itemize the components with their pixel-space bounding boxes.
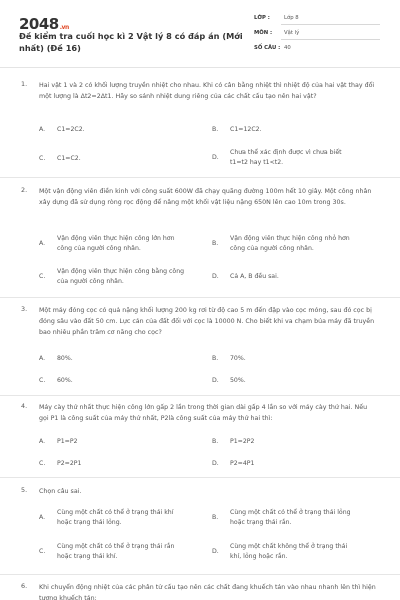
question-number: 1. — [21, 80, 28, 88]
subject-label: MÔN : — [254, 30, 273, 36]
count-value: 40 — [284, 45, 291, 51]
question-text: Máy cày thứ nhất thực hiện công lớn gấp 2 lần trong thời gian dài gấp 4 lần so với máy cày thứ hai. Nếu gọi P1 là công suất của máy thứ nhất, P2là công suất của máy thứ hai thì: — [39, 404, 368, 422]
grade-label: LỚP : — [254, 15, 270, 21]
exam-title: Đề kiểm tra cuối học kì 2 Vật lý 8 có đáp án (Mới nhất) (Đề 16) — [19, 31, 243, 53]
question-text: Một vận động viên điền kinh với công suất 600W đã chạy quãng đường 100m hết 10 giây. Một công nhân xây dựng đã sử dụng ròng rọc động để nâng một khối vật liệu nặng 650N lên cao 10m trong 30s. — [39, 188, 372, 206]
site-logo[interactable]: 2048.vn — [19, 15, 69, 33]
question-number: 5. — [21, 486, 28, 494]
count-label: SỐ CÂU : — [254, 45, 281, 51]
question-number: 6. — [21, 582, 28, 590]
grade-value: Lớp 8 — [284, 15, 299, 21]
question-number: 4. — [21, 402, 28, 410]
header-divider — [0, 67, 400, 68]
question-number: 2. — [21, 186, 28, 194]
question-number: 3. — [21, 305, 28, 313]
question-text: Chọn câu sai. — [39, 488, 82, 495]
question-text: Hai vật 1 và 2 có khối lượng truyền nhiệt cho nhau. Khi có cân bằng nhiệt thì nhiệt độ của hai vật thay đổi một lượng là Δt2=2Δt1. Hãy so sánh nhiệt dung riêng của các chất cấu tạo nên hai vật? — [39, 82, 375, 100]
exam-page: 2048.vn Đề kiểm tra cuối học kì 2 Vật lý 8 có đáp án (Mới nhất) (Đề 16) LỚP : Lớp 8 MÔN : Vật lý SỐ CÂU : 40 1. Hai vật 1 và 2 có khối lượng truyền nhiệt cho nhau. Khi có cân bằng nhiệt thì nhiệt độ của hai vật thay đổi một lượng là Δt2=2Δt1. Hãy so sánh nhiệt dung riêng của các chất cấu tạo nên hai vật? A. C1=2C2. B. C1=12C2. C. C1=C2. D. Chưa thể xác định được vì chưa biết t1=t2 hay t1<t2. 2. Một vận động viên điền kinh với công suất 600W đã chạy quãng đường 100m hết 10 giây. Một công nhân xây dựng đã sử dụng ròng rọc động để nâng một khối vật liệu nặng 650N lên cao 10m trong 30s. A. Vận động viên thực hiện công lớn hơn công của người công nhân. B. Vận động viên thực hiện công nhỏ hơn công của người công nhân. C. Vận động viên thực hiện công bằng công của người công nhân. D. Cả A, B đều sai. 3. Một máy đóng cọc có quả nặng khối lượng 200 kg rơi từ độ cao 5 m đến đập vào cọc móng, sau đó cọc bị đóng sâu vào đất 50 cm. Lực cản của đất đối với cọc là 10000 N. Cho biết khi va chạm búa máy đã truyền bao nhiêu phần trăm cơ năng cho cọc? A. 80%. B. 70%. C. 60%. D. 50%. 4. Máy cày thứ nhất thực hiện công lớn gấp 2 lần trong thời gian dài gấp 4 lần so với máy cày thứ hai. Nếu gọi P1 là công suất của máy thứ nhất, P2là công suất của máy thứ hai thì: A. P1=P2 B. P1=2P2 C. P2=2P1 D. P2=4P1 5. Chọn câu sai. A. Cùng một chất có thể ở trạng thái khí hoặc trạng thái lỏng. B. Cùng một chất có thể ở trạng thái lỏng hoặc trạng thái rắn. C. Cùng một chất có thể ở trạng thái rắn hoặc trạng thái khí. D. Cùng một chất không thể ở trạng thái khí, lỏng hoặc rắn. 6. Khi chuyển động nhiệt của các phân tử cấu tạo nên các chất đang khuếch tán vào nhau nhanh lên thì hiện tượng khuếch tán: — [0, 0, 400, 600]
question-text: Một máy đóng cọc có quả nặng khối lượng 200 kg rơi từ độ cao 5 m đến đập vào cọc móng, sau đó cọc bị đóng sâu vào đất 50 cm. Lực cản của đất đối với cọc là 10000 N. Cho biết khi va chạm búa máy đã truyền bao nhiêu phần trăm cơ năng cho cọc? — [39, 307, 375, 336]
subject-value: Vật lý — [284, 30, 300, 36]
question-text: Khi chuyển động nhiệt của các phân tử cấu tạo nên các chất đang khuếch tán vào nhau nhanh lên thì hiện tượng khuếch tán: — [39, 584, 376, 600]
